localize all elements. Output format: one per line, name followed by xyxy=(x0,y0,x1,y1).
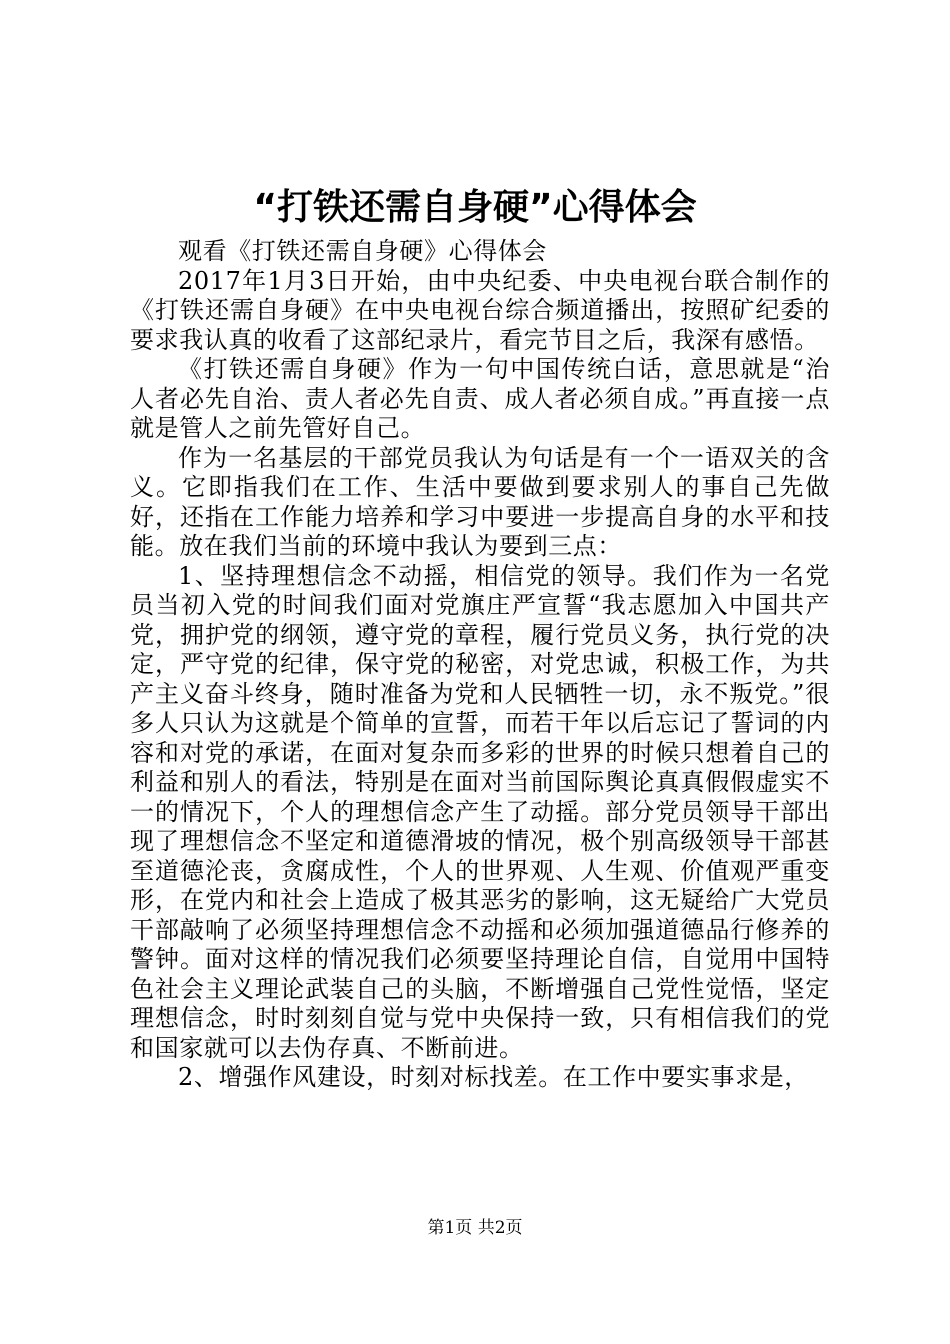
paragraph-subtitle: 观看《打铁还需自身硬》心得体会 xyxy=(178,237,547,265)
document-title: “打铁还需自身硬”心得体会 xyxy=(253,187,697,228)
paragraph-point-1: 1、坚持理想信念不动摇，相信党的领导。我们作为一名党员当初入党的时间我们面对党旗庄严宣誓“我志愿加入中国共产党，拥护党的纲领，遵守党的章程，履行党员义务，执行党的决定，严守党的纪律，保守党的秘密，对党忠诚，积极工作，为共产主义奋斗终身，随时准备为党和人民牺牲一切，永不叛党。”很多人只认为这就是个简单的宣誓，而若干年以后忘记了誓词的内容和对党的承诺，在面对复杂而多彩的世界的时候只想着自己的利益和别人的看法，特别是在面对当前国际舆论真真假假虚实不一的情况下，个人的理想信念产生了动摇。部分党员领导干部出现了理想信念不坚定和道德滑坡的情况，极个别高级领导干部甚至道德沦丧，贪腐成性，个人的世界观、人生观、价值观严重变形，在党内和社会上造成了极其恶劣的影响，这无疑给广大党员干部敲响了必须坚持理想信念不动摇和必须加强道德品行修养的警钟。面对这样的情况我们必须要坚持理论自信，自觉用中国特色社会主义理论武装自己的头脑，不断增强自己党性觉悟，坚定理想信念，时时刻刻自觉与党中央保持一致，只有相信我们的党和国家就可以去伪存真、不断前进。 xyxy=(130,561,830,1062)
paragraph-point-2: 2、增强作风建设，时刻对标找差。在工作中要实事求是， xyxy=(178,1063,809,1091)
document-body xyxy=(130,237,830,1093)
paragraph-three-points: 作为一名基层的干部党员我认为句话是有一个一语双关的含义。它即指我们在工作、生活中要做到要求别人的事自己先做好，还指在工作能力培养和学习中要进一步提高自身的水平和技能。放在我们当前的环境中我认为要到三点： xyxy=(130,443,830,560)
page-number-footer: 第1页 共2页 xyxy=(427,1218,523,1238)
paragraph-meaning: 《打铁还需自身硬》作为一句中国传统白话，意思就是“治人者必先自治、责人者必先自责、成人者必须自成。”再直接一点就是管人之前先管好自己。 xyxy=(130,355,830,442)
paragraph-intro: 2017年1月3日开始，由中央纪委、中央电视台联合制作的《打铁还需自身硬》在中央电视台综合频道播出，按照矿纪委的要求我认真的收看了这部纪录片，看完节目之后，我深有感悟。 xyxy=(130,266,830,354)
